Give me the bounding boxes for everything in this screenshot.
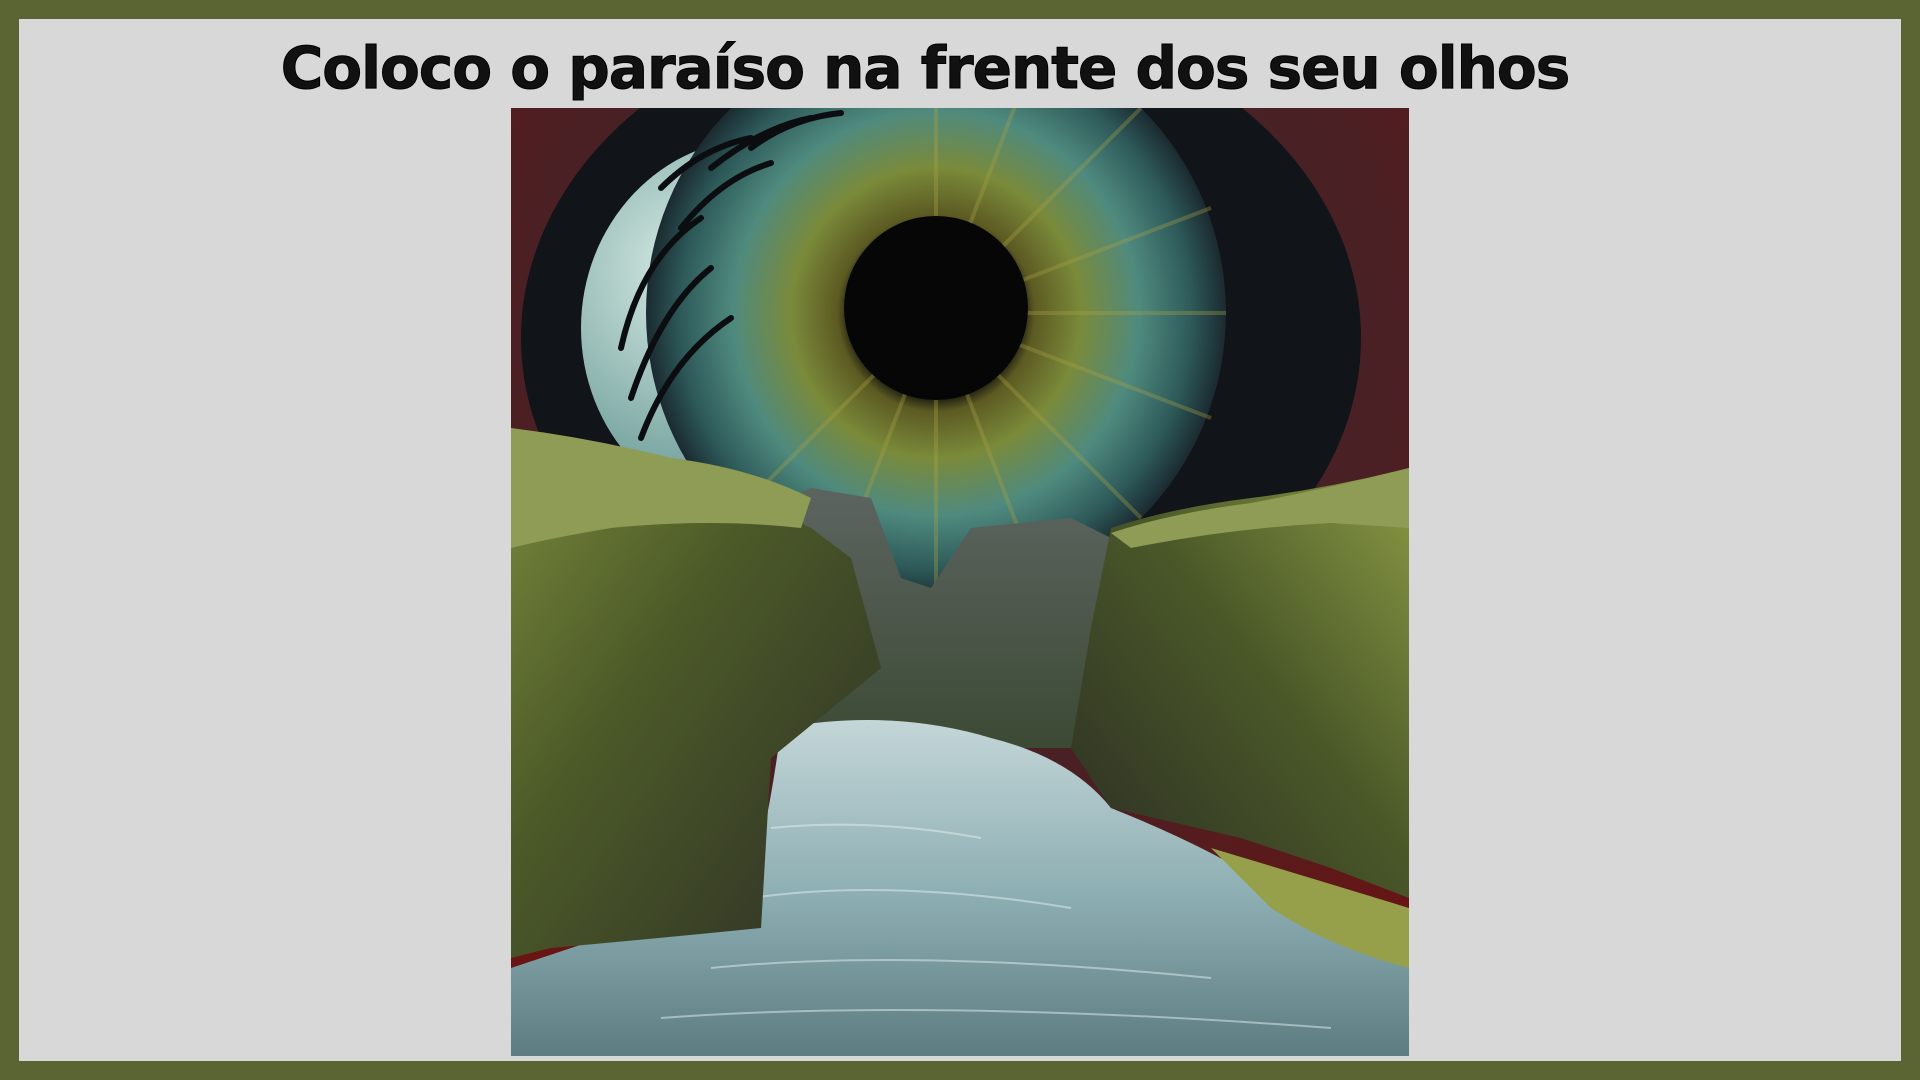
slide-title: Coloco o paraíso na frente dos seu olhos bbox=[280, 34, 1570, 102]
artwork-svg bbox=[511, 108, 1409, 1056]
eye-canyon-artwork bbox=[511, 108, 1409, 1056]
eye-pupil bbox=[844, 216, 1028, 400]
slide bbox=[19, 19, 1901, 1061]
